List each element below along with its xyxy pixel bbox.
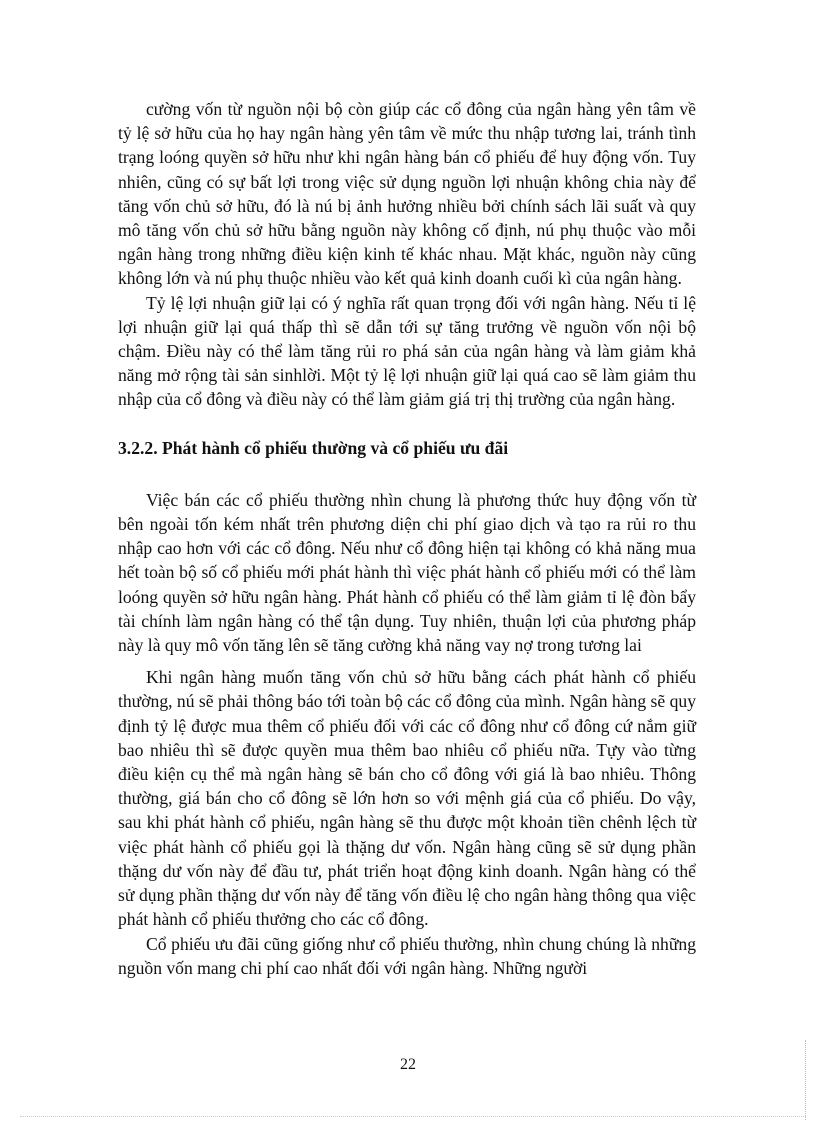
- paragraph-issuing-common-stock: Khi ngân hàng muốn tăng vốn chủ sở hữu bằng cách phát hành cổ phiếu thường, nú sẽ phải thông báo tới toàn bộ các cổ đông của mình. Ngân hàng sẽ quy định tỷ lệ được mua thêm cổ phiếu đối với các cổ đông như cổ đông cứ nắm giữ bao nhiêu thì sẽ được quyền mua thêm bao nhiêu cổ phiếu nữa. Tựy vào từng điều kiện cụ thể mà ngân hàng sẽ bán cho cổ đông với giá là bao nhiêu. Thông thường, giá bán cho cổ đông sẽ lớn hơn so với mệnh giá của cổ phiếu. Do vậy, sau khi phát hành cổ phiếu, ngân hàng sẽ thu được một khoản tiền chênh lệch từ việc phát hành cổ phiếu gọi là thặng dư vốn. Ngân hàng cũng sẽ sử dụng phần thặng dư vốn này để đầu tư, phát triển hoạt động kinh doanh. Ngân hàng có thể sử dụng phần thặng dư vốn này để tăng vốn điều lệ cho ngân hàng thông qua việc phát hành cổ phiếu thưởng cho các cổ đông.: [118, 667, 696, 930]
- page-body: [118, 97, 696, 980]
- section-heading: 3.2.2. Phát hành cổ phiếu thường và cổ phiếu ưu đãi: [118, 437, 509, 458]
- page-edge-right: [805, 1040, 806, 1120]
- page-edge-bottom: [20, 1116, 806, 1117]
- paragraph-internal-capital: cường vốn từ nguồn nội bộ còn giúp các cổ đông của ngân hàng yên tâm về tỷ lệ sở hữu của họ hay ngân hàng yên tâm về mức thu nhập tương lai, tránh tình trạng loóng quyền sở hữu như khi ngân hàng bán cổ phiếu để huy động vốn. Tuy nhiên, cũng có sự bất lợi trong việc sử dụng nguồn lợi nhuận không chia này để tăng vốn chủ sở hữu, đó là nú bị ảnh hưởng nhiều bởi chính sách lãi suất và quy mô tăng vốn chủ sở hữu bằng nguồn này không cố định, nú phụ thuộc vào mỗi ngân hàng trong những điều kiện kinh tế khác nhau. Mặt khác, nguồn này cũng không lớn và nú phụ thuộc nhiều vào kết quả kinh doanh cuối kì của ngân hàng.: [118, 99, 696, 289]
- paragraph-common-stock-sale: Việc bán các cổ phiếu thường nhìn chung là phương thức huy động vốn từ bên ngoài tốn kém nhất trên phương diện chi phí giao dịch và tạo ra rủi ro thu nhập cao hơn với các cổ đông. Nếu như cổ đông hiện tại không có khả năng mua hết toàn bộ số cổ phiếu mới phát hành thì việc phát hành cổ phiếu mới có thể làm loóng quyền sở hữu ngân hàng. Phát hành cổ phiếu có thể làm giảm tỉ lệ đòn bẩy tài chính làm ngân hàng có thể tận dụng. Tuy nhiên, thuận lợi của phương pháp này là quy mô vốn tăng lên sẽ tăng cường khả năng vay nợ trong tương lai: [118, 489, 696, 656]
- page-number: 22: [400, 1056, 416, 1073]
- paragraph-retained-earnings-ratio: Tỷ lệ lợi nhuận giữ lại có ý nghĩa rất quan trọng đối với ngân hàng. Nếu tỉ lệ lợi nhuận giữ lại quá thấp thì sẽ dẫn tới sự tăng trưởng về nguồn vốn nội bộ chậm. Điều này có thể làm tăng rủi ro phá sản của ngân hàng và làm giảm khả năng mở rộng tài sản sinhlời. Một tỷ lệ lợi nhuận giữ lại quá cao sẽ làm giảm thu nhập của cổ đông và điều này có thể làm giảm giá trị thị trường của ngân hàng.: [118, 292, 696, 410]
- paragraph-preferred-stock: Cổ phiếu ưu đãi cũng giống như cổ phiếu thường, nhìn chung chúng là những nguồn vốn mang chi phí cao nhất đối với ngân hàng. Những người: [118, 933, 696, 978]
- paragraph-gap: [118, 657, 696, 665]
